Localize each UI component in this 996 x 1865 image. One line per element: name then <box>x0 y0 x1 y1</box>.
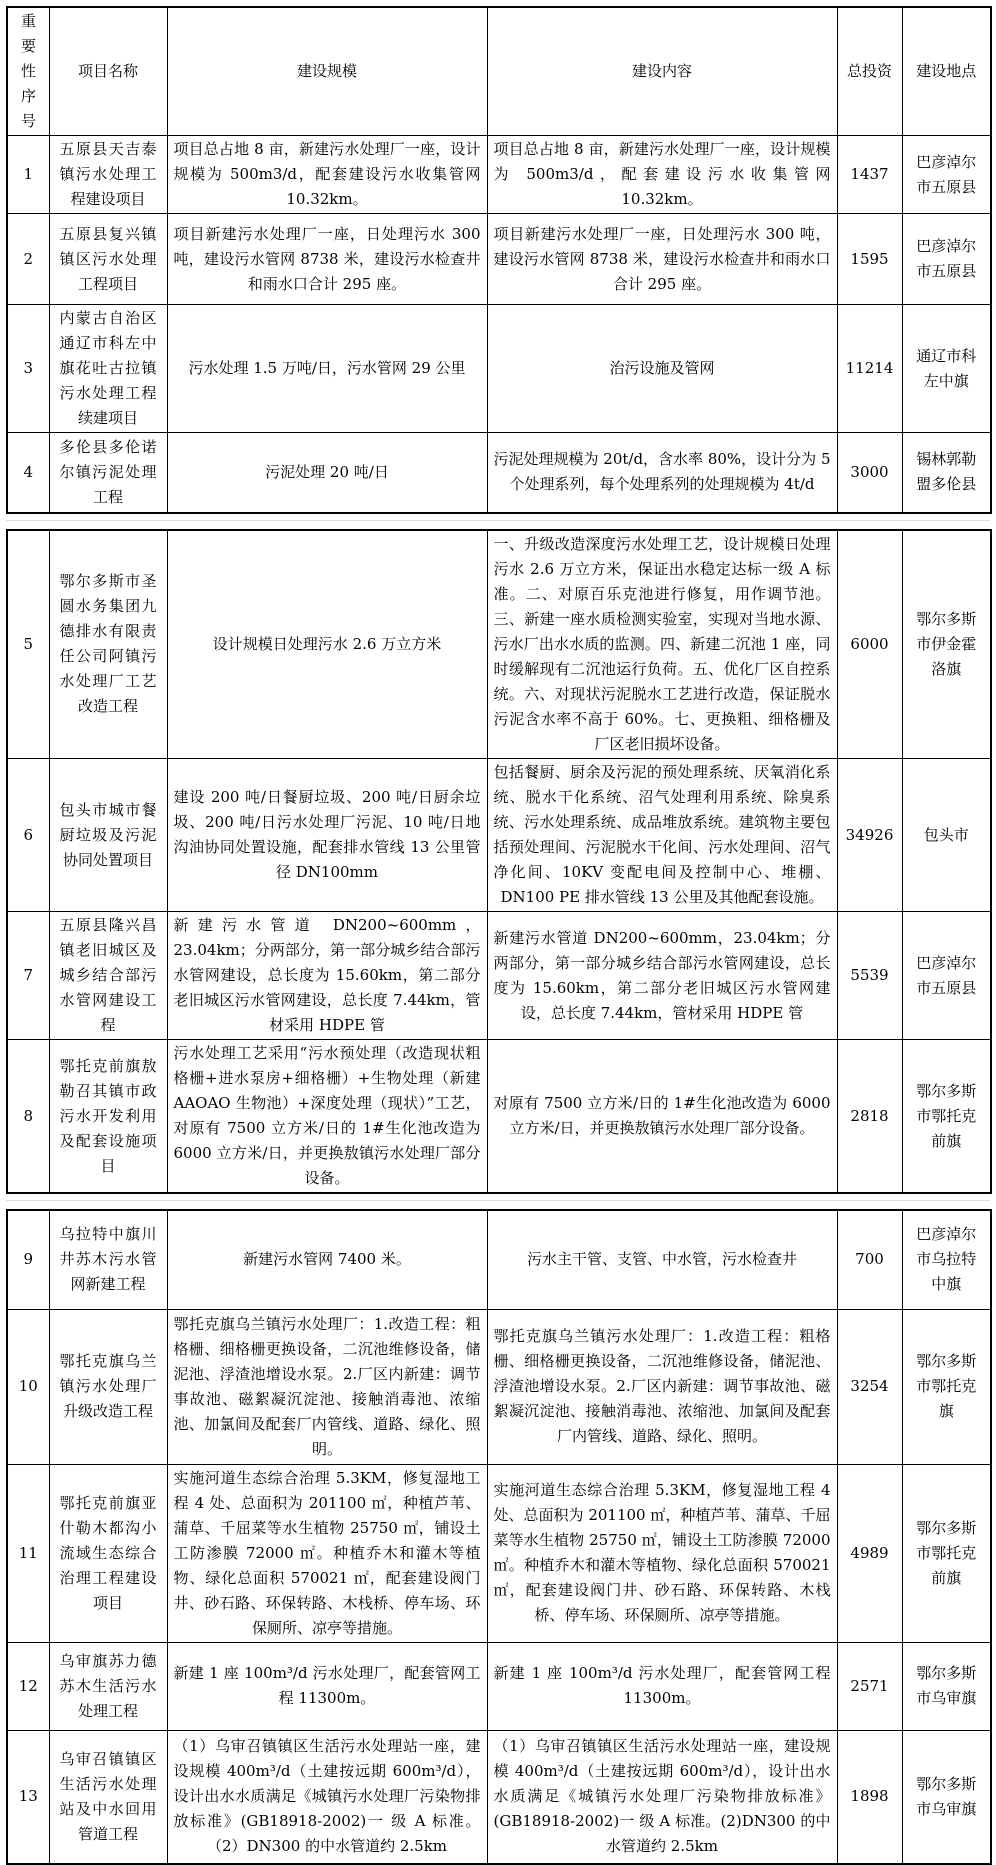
total-investment-cell: 1898 <box>837 1730 902 1864</box>
table-row <box>7 1464 991 1642</box>
importance-number-cell: 8 <box>7 1040 49 1194</box>
total-investment-cell: 6000 <box>837 530 902 759</box>
project-name-cell: 五原县天吉泰镇污水处理工程建设项目 <box>49 136 167 214</box>
total-investment-cell: 2571 <box>837 1642 902 1730</box>
construction-scale-cell: 项目新建污水处理厂一座，日处理污水 300 吨，建设污水管网 8738 米，建设污水检查井和雨水口合计 295 座。 <box>167 214 487 305</box>
total-investment-cell: 3000 <box>837 433 902 513</box>
importance-number-cell: 7 <box>7 912 49 1040</box>
total-investment-cell: 2818 <box>837 1040 902 1194</box>
importance-number-cell: 9 <box>7 1210 49 1309</box>
construction-content-cell: 新建污水管道 DN200~600mm，23.04km；分两部分，第一部分城乡结合部污水管网建设，总长度为 15.60km，第二部分老旧城区污水管网建设，总长度 7.44km，管材采用 HDPE 管 <box>487 912 837 1040</box>
importance-number-cell: 2 <box>7 214 49 305</box>
projects-table-segment-2 <box>6 529 992 1195</box>
importance-number-cell: 12 <box>7 1642 49 1730</box>
table-row <box>7 1210 991 1309</box>
importance-number-cell: 13 <box>7 1730 49 1864</box>
construction-scale-cell: 实施河道生态综合治理 5.3KM，修复湿地工程 4 处、总面积为 201100 ㎡，种植芦苇、蒲草、千屈菜等水生植物 25750 ㎡，铺设土工防渗膜 72000 ㎡。种植乔木和灌木等植物、绿化总面积 570021 ㎡，配套建设阀门井、砂石路、环保转路、木栈桥、停车场、环保厕所、凉亭等措施。 <box>167 1464 487 1642</box>
project-name-cell: 五原县复兴镇镇区污水处理工程项目 <box>49 214 167 305</box>
project-name-cell: 鄂托克前旗敖勒召其镇市政污水开发利用及配套设施项目 <box>49 1040 167 1194</box>
table-row <box>7 305 991 433</box>
construction-scale-cell: 污泥处理 20 吨/日 <box>167 433 487 513</box>
construction-content-cell: 一、升级改造深度污水处理工艺，设计规模日处理污水 2.6 万立方米，保证出水稳定达标一级 A 标准。二、对原百乐克池进行修复，用作调节池。三、新建一座水质检测实验室，实现对当地水源、污水厂出水水质的监测。四、新建二沉池 1 座，同时缓解现有二沉池运行负荷。五、优化厂区自控系统。六、对现状污泥脱水工艺进行改造，保证脱水污泥含水率不高于 60%。七、更换粗、细格栅及厂区老旧损坏设备。 <box>487 530 837 759</box>
table-row <box>7 912 991 1040</box>
construction-content-cell: 治污设施及管网 <box>487 305 837 433</box>
project-name-cell: 多伦县多伦诺尔镇污泥处理工程 <box>49 433 167 513</box>
construction-location-cell: 鄂尔多斯市鄂托克旗 <box>902 1309 991 1464</box>
construction-content-cell: 实施河道生态综合治理 5.3KM，修复湿地工程 4 处、总面积为 201100 ㎡，种植芦苇、蒲草、千屈菜等水生植物 25750 ㎡，铺设土工防渗膜 72000 ㎡。种植乔木和灌木等植物、绿化总面积 570021 ㎡，配套建设阀门井、砂石路、环保转路、木栈桥、停车场、环保厕所、凉亭等措施。 <box>487 1464 837 1642</box>
importance-number-cell: 1 <box>7 136 49 214</box>
total-investment-cell: 1595 <box>837 214 902 305</box>
header-construction-content: 建设内容 <box>487 7 837 136</box>
construction-location-cell: 巴彦淖尔市五原县 <box>902 912 991 1040</box>
construction-content-cell: 包括餐厨、厨余及污泥的预处理系统、厌氧消化系统、脱水干化系统、沼气处理利用系统、除臭系统、污水处理系统、成品堆放系统。建筑物主要包括预处理间、污泥脱水干化间、污水处理间、沼气净化间、10KV 变配电间及控制中心、堆棚、DN100 PE 排水管线 13 公里及其他配套设施。 <box>487 759 837 912</box>
header-project-name: 项目名称 <box>49 7 167 136</box>
importance-number-cell: 6 <box>7 759 49 912</box>
project-name-cell: 乌审召镇镇区生活污水处理站及中水回用管道工程 <box>49 1730 167 1864</box>
construction-content-cell: 污泥处理规模为 20t/d，含水率 80%，设计分为 5 个处理系列，每个处理系列的处理规模为 4t/d <box>487 433 837 513</box>
construction-scale-cell: 污水处理工艺采用“污水预处理（改造现状粗格栅+进水泵房+细格栅）+生物处理（新建 AAOAO 生物池）+深度处理（现状）”工艺，对原有 7500 立方米/日的 1#生化池改造为 6000 立方米/日，并更换敖镇污水处理厂部分设备。 <box>167 1040 487 1194</box>
total-investment-cell: 700 <box>837 1210 902 1309</box>
construction-scale-cell: 新建 1 座 100m³/d 污水处理厂，配套管网工程 11300m。 <box>167 1642 487 1730</box>
table-row <box>7 1730 991 1864</box>
table-row <box>7 214 991 305</box>
header-importance-number: 重要性序号 <box>7 7 49 136</box>
table-row <box>7 433 991 513</box>
projects-table-segment-3 <box>6 1209 992 1865</box>
construction-location-cell: 巴彦淖尔市乌拉特中旗 <box>902 1210 991 1309</box>
construction-scale-cell: 鄂托克旗乌兰镇污水处理厂：1.改造工程：粗格栅、细格栅更换设备，二沉池维修设备，储泥池、浮渣池增设水泵。2.厂区内新建：调节事故池、磁絮凝沉淀池、接触消毒池、浓缩池、加氯间及配套厂内管线、道路、绿化、照明。 <box>167 1309 487 1464</box>
construction-location-cell: 鄂尔多斯市乌审旗 <box>902 1730 991 1864</box>
header-total-investment: 总投资 <box>837 7 902 136</box>
construction-scale-cell: 新建污水管道 DN200~600mm，23.04km；分两部分，第一部分城乡结合部污水管网建设，总长度为 15.60km，第二部分老旧城区污水管网建设，总长度 7.44km，管材采用 HDPE 管 <box>167 912 487 1040</box>
page-break-gap <box>6 514 990 529</box>
construction-location-cell: 通辽市科左中旗 <box>902 305 991 433</box>
projects-table-segment-1 <box>6 6 992 514</box>
construction-location-cell: 巴彦淖尔市五原县 <box>902 214 991 305</box>
construction-location-cell: 鄂尔多斯市乌审旗 <box>902 1642 991 1730</box>
construction-scale-cell: 项目总占地 8 亩，新建污水处理厂一座，设计规模为 500m3/d，配套建设污水收集管网 10.32km。 <box>167 136 487 214</box>
total-investment-cell: 11214 <box>837 305 902 433</box>
project-name-cell: 乌审旗苏力德苏木生活污水处理工程 <box>49 1642 167 1730</box>
table-row <box>7 530 991 759</box>
project-name-cell: 五原县隆兴昌镇老旧城区及城乡结合部污水管网建设工程 <box>49 912 167 1040</box>
table-row <box>7 759 991 912</box>
table-row <box>7 1040 991 1194</box>
page-break-gap <box>6 1194 990 1209</box>
table-row <box>7 136 991 214</box>
project-name-cell: 鄂尔多斯市圣圆水务集团九德排水有限责任公司阿镇污水处理厂工艺改造工程 <box>49 530 167 759</box>
project-name-cell: 乌拉特中旗川井苏木污水管网新建工程 <box>49 1210 167 1309</box>
construction-location-cell: 鄂尔多斯市鄂托克前旗 <box>902 1040 991 1194</box>
construction-content-cell: 项目新建污水处理厂一座，日处理污水 300 吨，建设污水管网 8738 米，建设污水检查井和雨水口合计 295 座。 <box>487 214 837 305</box>
construction-scale-cell: （1）乌审召镇镇区生活污水处理站一座，建设规模 400m³/d（土建按远期 600m³/d），设计出水水质满足《城镇污水处理厂污染物排放标准》(GB18918-2002)一 级 A 标准。（2）DN300 的中水管道约 2.5km <box>167 1730 487 1864</box>
construction-location-cell: 巴彦淖尔市五原县 <box>902 136 991 214</box>
header-construction-location: 建设地点 <box>902 7 991 136</box>
construction-location-cell: 包头市 <box>902 759 991 912</box>
table-row <box>7 1309 991 1464</box>
table-row <box>7 1642 991 1730</box>
importance-number-cell: 11 <box>7 1464 49 1642</box>
construction-content-cell: 污水主干管、支管、中水管，污水检查井 <box>487 1210 837 1309</box>
construction-content-cell: 对原有 7500 立方米/日的 1#生化池改造为 6000 立方米/日，并更换敖镇污水处理厂部分设备。 <box>487 1040 837 1194</box>
total-investment-cell: 34926 <box>837 759 902 912</box>
importance-number-cell: 5 <box>7 530 49 759</box>
importance-number-cell: 4 <box>7 433 49 513</box>
project-name-cell: 内蒙古自治区通辽市科左中旗花吐古拉镇污水处理工程续建项目 <box>49 305 167 433</box>
construction-content-cell: 新建 1 座 100m³/d 污水处理厂，配套管网工程 11300m。 <box>487 1642 837 1730</box>
construction-scale-cell: 建设 200 吨/日餐厨垃圾、200 吨/日厨余垃圾、200 吨/日污水处理厂污泥、10 吨/日地沟油协同处置设施，配套排水管线 13 公里管径 DN100mm <box>167 759 487 912</box>
construction-content-cell: 项目总占地 8 亩，新建污水处理厂一座，设计规模为 500m3/d，配套建设污水收集管网 10.32km。 <box>487 136 837 214</box>
construction-content-cell: 鄂托克旗乌兰镇污水处理厂：1.改造工程：粗格栅、细格栅更换设备，二沉池维修设备，储泥池、浮渣池增设水泵。2.厂区内新建：调节事故池、磁絮凝沉淀池、接触消毒池、浓缩池、加氯间及配套厂内管线、道路、绿化、照明。 <box>487 1309 837 1464</box>
construction-location-cell: 锡林郭勒盟多伦县 <box>902 433 991 513</box>
construction-scale-cell: 新建污水管网 7400 米。 <box>167 1210 487 1309</box>
construction-content-cell: （1）乌审召镇镇区生活污水处理站一座，建设规模 400m³/d（土建按远期 600m³/d），设计出水水质满足《城镇污水处理厂污染物排放标准》(GB18918-2002)一 级 A 标准。(2)DN300 的中水管道约 2.5km <box>487 1730 837 1864</box>
importance-number-cell: 10 <box>7 1309 49 1464</box>
importance-number-cell: 3 <box>7 305 49 433</box>
construction-scale-cell: 设计规模日处理污水 2.6 万立方米 <box>167 530 487 759</box>
table-header-row <box>7 7 991 136</box>
total-investment-cell: 4989 <box>837 1464 902 1642</box>
header-construction-scale: 建设规模 <box>167 7 487 136</box>
project-name-cell: 包头市城市餐厨垃圾及污泥协同处置项目 <box>49 759 167 912</box>
construction-scale-cell: 污水处理 1.5 万吨/日，污水管网 29 公里 <box>167 305 487 433</box>
construction-location-cell: 鄂尔多斯市鄂托克前旗 <box>902 1464 991 1642</box>
project-name-cell: 鄂托克旗乌兰镇污水处理厂升级改造工程 <box>49 1309 167 1464</box>
total-investment-cell: 1437 <box>837 136 902 214</box>
project-name-cell: 鄂托克前旗亚什勒木都沟小流域生态综合治理工程建设项目 <box>49 1464 167 1642</box>
total-investment-cell: 3254 <box>837 1309 902 1464</box>
total-investment-cell: 5539 <box>837 912 902 1040</box>
construction-location-cell: 鄂尔多斯市伊金霍洛旗 <box>902 530 991 759</box>
